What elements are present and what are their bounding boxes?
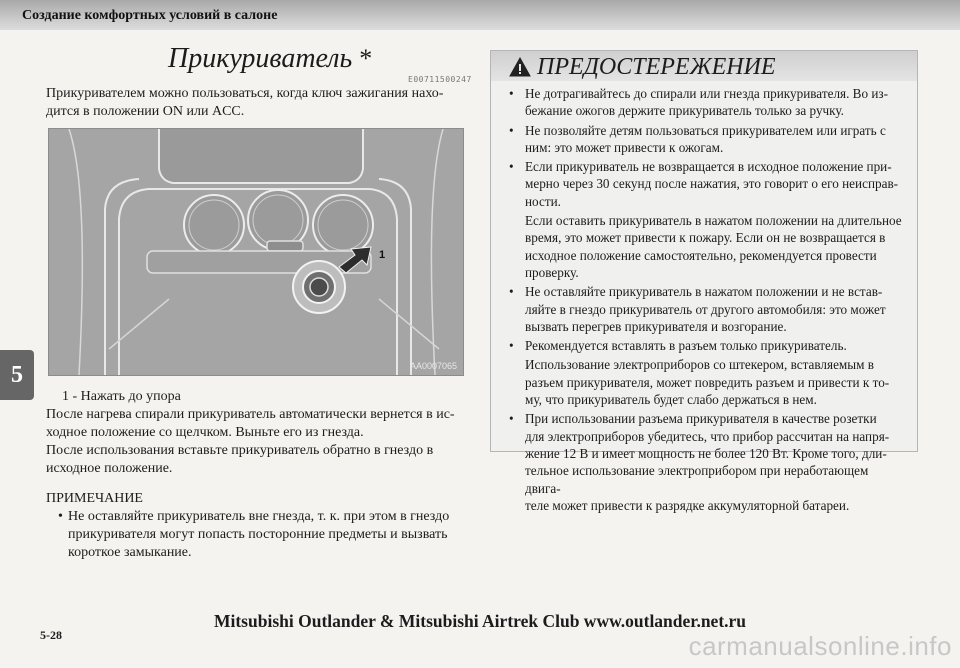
body-line: ходное положение со щелчком. Выньте его из гнезда. <box>46 425 364 440</box>
warning-title: ПРЕДОСТЕРЕЖЕНИЕ <box>537 54 776 80</box>
warning-item <box>501 122 903 157</box>
warning-line: Использование электроприборов со штекером, вставляемым в <box>525 357 874 373</box>
warning-line: проверку. <box>525 264 579 280</box>
note-block <box>46 490 476 562</box>
warning-item <box>501 85 903 120</box>
body-line: После использования вставьте прикуриватель обратно в гнездо в <box>46 443 434 458</box>
warning-line: мерно через 30 секунд после нажатия, это говорит о его неисправ- <box>525 176 899 192</box>
section-title: Создание комфортных условий в салоне <box>22 8 278 23</box>
warning-line: ляйте в гнездо прикуриватель от другого автомобиля: это может <box>525 301 886 317</box>
bullet-mark: • <box>509 86 514 101</box>
warning-line: ности. <box>525 193 561 209</box>
warning-item <box>501 283 903 335</box>
page-title <box>168 43 372 75</box>
title-text: Прикуриватель <box>168 43 353 74</box>
warning-subparagraph <box>501 212 903 281</box>
warning-line: ним: это может привести к ожогам. <box>525 139 724 155</box>
warning-line: Если прикуриватель не возвращается в исходное положение при- <box>525 159 892 175</box>
page-number: 5-28 <box>40 628 62 642</box>
warning-line: бежание ожогов держите прикуриватель только за ручку. <box>525 103 844 119</box>
watermark: carmanualsonline.info <box>688 631 952 661</box>
warning-box <box>490 50 918 513</box>
warning-line: му, что прикуриватель будет слабо держаться в нем. <box>525 392 817 408</box>
bullet-mark: • <box>509 159 514 175</box>
bullet-mark: • <box>509 411 514 427</box>
bullet-mark: • <box>509 122 514 138</box>
intro-line: Прикуривателем можно пользоваться, когда ключ зажигания нахо- <box>46 86 444 101</box>
warning-line: вызвать перегрев прикуривателя и возгорание. <box>525 318 787 334</box>
warning-item <box>501 158 903 210</box>
footer-club-link[interactable]: Mitsubishi Outlander & Mitsubishi Airtrek Club www.outlander.net.ru <box>213 611 747 631</box>
warning-list <box>501 85 903 516</box>
note-line: Не оставляйте прикуриватель вне гнезда, т. к. при этом в гнездо <box>68 509 450 524</box>
cigarette-lighter-illustration <box>48 128 464 376</box>
warning-line: Если оставить прикуриватель в нажатом положении на длительное <box>525 213 902 229</box>
warning-line: Не позволяйте детям пользоваться прикуривателем или играть с <box>525 122 886 138</box>
bullet-mark: • <box>509 338 514 354</box>
warning-line: разъем прикуривателя, может повредить разъем и привести к то- <box>525 374 890 390</box>
warning-line: Не дотрагивайтесь до спирали или гнезда прикуривателя. Во из- <box>525 86 889 101</box>
title-mark: * <box>359 44 373 73</box>
warning-line: для электроприборов убедитесь, что прибор рассчитан на напря- <box>525 428 890 444</box>
body-line: исходное положение. <box>46 461 173 476</box>
note-item <box>46 508 476 562</box>
warning-line: исходное положение самостоятельно, рекомендуется провести <box>525 247 877 263</box>
warning-line: Не оставляйте прикуриватель в нажатом положении и не встав- <box>525 284 883 300</box>
bullet-mark: • <box>58 509 63 524</box>
note-line: короткое замыкание. <box>68 545 192 560</box>
figure-code: AA0007065 <box>409 361 457 371</box>
intro-line: дится в положении ON или ACC. <box>46 104 245 119</box>
warning-line: теле может привести к разрядке аккумуляторной батареи. <box>525 497 850 513</box>
bullet-mark: • <box>509 284 514 300</box>
warning-item <box>501 337 903 354</box>
warning-item <box>501 410 903 514</box>
warning-line: При использовании разъема прикуривателя в качестве розетки <box>525 411 877 427</box>
reference-code: E00711500247 <box>408 75 472 84</box>
note-line: прикуривателя могут попасть посторонние предметы и вызвать <box>68 527 448 542</box>
note-heading: ПРИМЕЧАНИЕ <box>46 491 143 506</box>
operation-text <box>46 388 486 478</box>
warning-line: жение 12 В и имеет мощность не более 120 Вт. Кроме того, дли- <box>525 445 887 461</box>
warning-line: тельное использование электроприбором при неработающем двига- <box>525 463 869 496</box>
intro-paragraph <box>46 85 466 121</box>
body-line: После нагрева спирали прикуриватель автоматически вернется в ис- <box>46 407 455 422</box>
dashboard-drawing <box>49 129 463 375</box>
warning-line: Рекомендуется вставлять в разъем только прикуриватель. <box>525 338 847 354</box>
warning-subparagraph <box>501 356 903 408</box>
chapter-number: 5 <box>11 362 23 388</box>
warning-line: время, это может привести к пожару. Если он не возвращается в <box>525 230 886 246</box>
callout-number: 1 <box>379 249 386 261</box>
callout-legend: 1 - Нажать до упора <box>62 389 181 404</box>
warning-triangle-icon <box>509 57 531 77</box>
chapter-tab <box>0 350 34 400</box>
